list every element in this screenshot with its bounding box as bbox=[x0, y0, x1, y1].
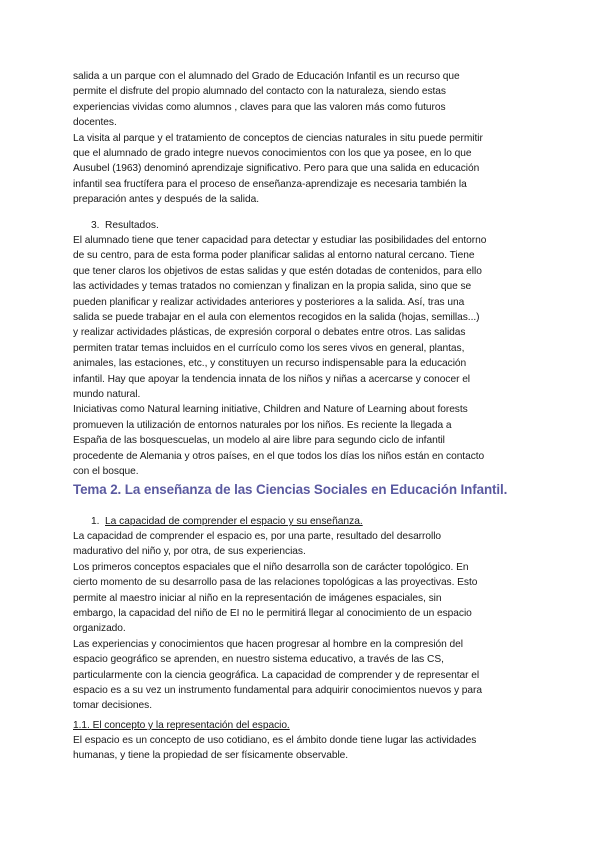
text-line: madurativo del niño y, por otra, de sus experiencias. bbox=[73, 546, 306, 558]
text-line: humanas, y tiene la propiedad de ser físicamente observable. bbox=[73, 750, 349, 762]
paragraph-espacio bbox=[73, 529, 533, 714]
text-line: experiencias vividas como alumnos , claves para que las valoren más como futuros bbox=[73, 101, 446, 113]
section-number: 3. bbox=[91, 220, 100, 231]
text-line: Los primeros conceptos espaciales que el niño desarrolla son de carácter topológico. En bbox=[73, 561, 469, 573]
text-line: embargo, la capacidad del niño de EI no le permitirá llegar al conocimiento de un espacio bbox=[73, 608, 472, 620]
text-line: docentes. bbox=[73, 117, 117, 129]
text-line: Iniciativas como Natural learning initiative, Children and Nature of Learning about forests bbox=[73, 404, 468, 416]
text-line: Ausubel (1963) denominó aprendizaje significativo. Pero para que una salida en educación bbox=[73, 163, 480, 175]
paragraph-salida bbox=[73, 69, 533, 208]
text-line: infantil. Hay que apoyar la tendencia innata de los niños y niñas a acercarse y conocer el bbox=[73, 373, 471, 385]
text-line: espacio es a su vez un instrumento fundamental para adquirir conocimientos nuevos y para bbox=[73, 685, 482, 697]
text-line: salida se puede trabajar en el aula con elementos recogidos en la salida (hojas, semillas...) bbox=[73, 312, 480, 324]
text-line: espacio geográfico se aprenden, en nuestro sistema educativo, a través de las CS, bbox=[73, 654, 444, 666]
section-number: 1. bbox=[91, 516, 100, 527]
text-line: salida a un parque con el alumnado del Grado de Educación Infantil es un recurso que bbox=[73, 71, 460, 82]
text-line: El espacio es un concepto de uso cotidiano, es el ámbito donde tiene lugar las actividades bbox=[73, 735, 477, 746]
text-line: organizado. bbox=[73, 623, 126, 635]
text-line: El alumnado tiene que tener capacidad para detectar y estudiar las posibilidades del entorno bbox=[73, 235, 487, 246]
text-line: mundo natural. bbox=[73, 389, 141, 401]
chapter-title: Tema 2. La enseñanza de las Ciencias Sociales en Educación Infantil. bbox=[73, 482, 508, 497]
subsection-title: 1.1. El concepto y la representación del espacio. bbox=[73, 720, 290, 731]
text-line: promueven la utilización de entornos naturales por los niños. Es reciente la llegada a bbox=[73, 419, 452, 431]
text-line: procedente de Alemania y otros países, en el que todos los días los niños están en contacto bbox=[73, 450, 485, 462]
text-line: animales, las estaciones, etc., y constituyen un recurso indispensable para la educación bbox=[73, 358, 467, 370]
paragraph-resultados bbox=[73, 233, 533, 480]
text-line: las actividades y temas tratados no comienzan y finalizan en la propia salida, sino que se bbox=[73, 281, 472, 293]
subsection-heading bbox=[73, 718, 533, 733]
text-line: con el bosque. bbox=[73, 466, 139, 478]
section-heading-espacio bbox=[73, 514, 533, 529]
text-line: Las experiencias y conocimientos que hacen progresar al hombre en la compresión del bbox=[73, 638, 463, 650]
text-line: España de las bosquescuelas, un modelo al aire libre para segundo ciclo de infantil bbox=[73, 435, 445, 447]
section-label: La capacidad de comprender el espacio y su enseñanza. bbox=[105, 516, 363, 527]
text-line: infantil sea fructífera para el proceso de enseñanza-aprendizaje es necesaria también la bbox=[73, 178, 467, 190]
text-line: particularmente con la ciencia geográfica. La capacidad de comprender y de representar el bbox=[73, 669, 480, 681]
text-line: que tener claros los objetivos de estas salidas y que estén dotadas de contenidos, para ello bbox=[73, 265, 482, 277]
text-line: tomar decisiones. bbox=[73, 700, 152, 712]
text-line: cierto momento de su desarrollo pasa de las relaciones topológicas a las proyectivas. Esto bbox=[73, 577, 478, 589]
section-heading-resultados bbox=[73, 218, 533, 233]
text-line: pueden planificar y realizar actividades anteriores y posteriores a la salida. Así, tras una bbox=[73, 296, 465, 308]
text-line: La visita al parque y el tratamiento de conceptos de ciencias naturales in situ puede permitir bbox=[73, 132, 483, 144]
paragraph-concepto bbox=[73, 733, 533, 764]
text-line: permite el disfrute del propio alumnado del contacto con la naturaleza, siendo estas bbox=[73, 86, 446, 98]
text-line: permiten tratar temas incluidos en el currículo como los seres vivos en general, plantas, bbox=[73, 342, 465, 354]
section-label: Resultados. bbox=[105, 220, 159, 231]
text-line: preparación antes y después de la salida. bbox=[73, 194, 259, 206]
text-line: que el alumnado de grado integre nuevos conocimientos con los que ya posee, en lo que bbox=[73, 148, 472, 160]
text-line: de su centro, para de esta forma poder planificar salidas al entorno natural cercano. Tiene bbox=[73, 250, 475, 262]
text-line: La capacidad de comprender el espacio es, por una parte, resultado del desarrollo bbox=[73, 531, 442, 542]
text-line: y realizar actividades plásticas, de expresión corporal o debates entre otros. Las salidas bbox=[73, 327, 466, 339]
text-line: permite al maestro iniciar al niño en la representación de imágenes espaciales, sin bbox=[73, 592, 442, 604]
